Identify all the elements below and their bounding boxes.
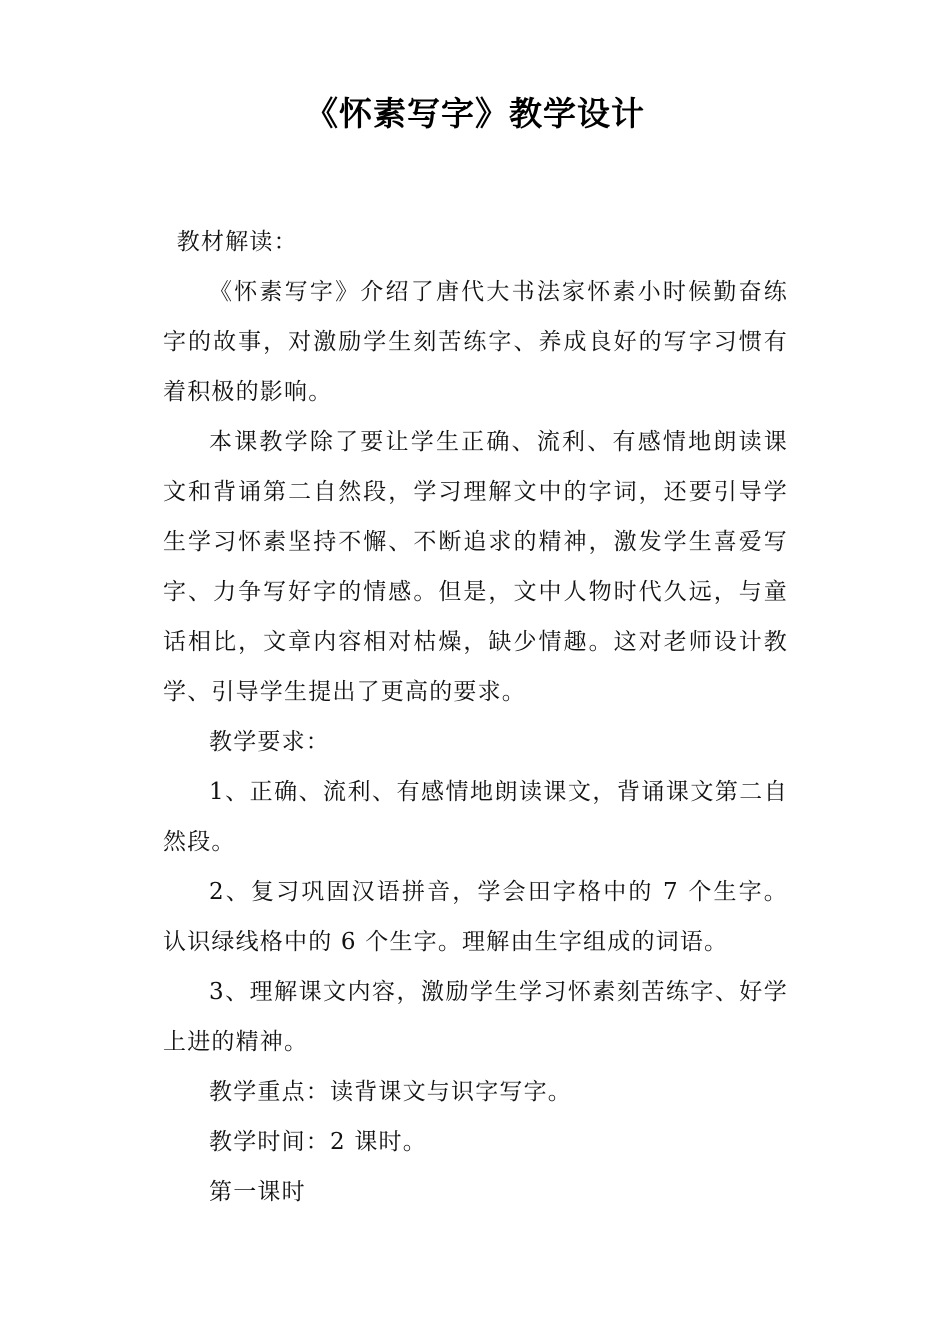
teaching-time: 教学时间：2 课时。 — [209, 1129, 427, 1155]
teaching-key-points: 教学重点：读背课文与识字写字。 — [209, 1079, 572, 1105]
requirement-item-3: 3、理解课文内容，激励学生学习怀素刻苦练字、好学上进的精神。 — [163, 979, 788, 1055]
paragraph-teaching-focus: 本课教学除了要让学生正确、流利、有感情地朗读课文和背诵第二自然段，学习理解文中的字词，还要引导学生学习怀素坚持不懈、不断追求的精神，激发学生喜爱写字、力争写好字的情感。但是，文中人物时代久远，与童话相比，文章内容相对枯燥，缺少情趣。这对老师设计教学、引导学生提出了更高的要求。 — [163, 429, 788, 705]
paragraph-introduction: 《怀素写字》介绍了唐代大书法家怀素小时候勤奋练字的故事，对激励学生刻苦练字、养成良好的写字习惯有着积极的影响。 — [163, 279, 788, 405]
document-title: 《怀素写字》教学设计 — [305, 94, 645, 133]
first-lesson-heading: 第一课时 — [209, 1179, 306, 1205]
document-body — [163, 217, 788, 1217]
section-heading-teaching-requirements: 教学要求： — [209, 729, 330, 755]
section-heading-textbook-analysis: 教材解读： — [176, 229, 298, 255]
requirement-item-1: 1、正确、流利、有感情地朗读课文，背诵课文第二自然段。 — [163, 779, 788, 855]
requirement-item-2: 2、复习巩固汉语拼音，学会田字格中的 7 个生字。认识绿线格中的 6 个生字。理解由生字组成的词语。 — [163, 879, 788, 955]
